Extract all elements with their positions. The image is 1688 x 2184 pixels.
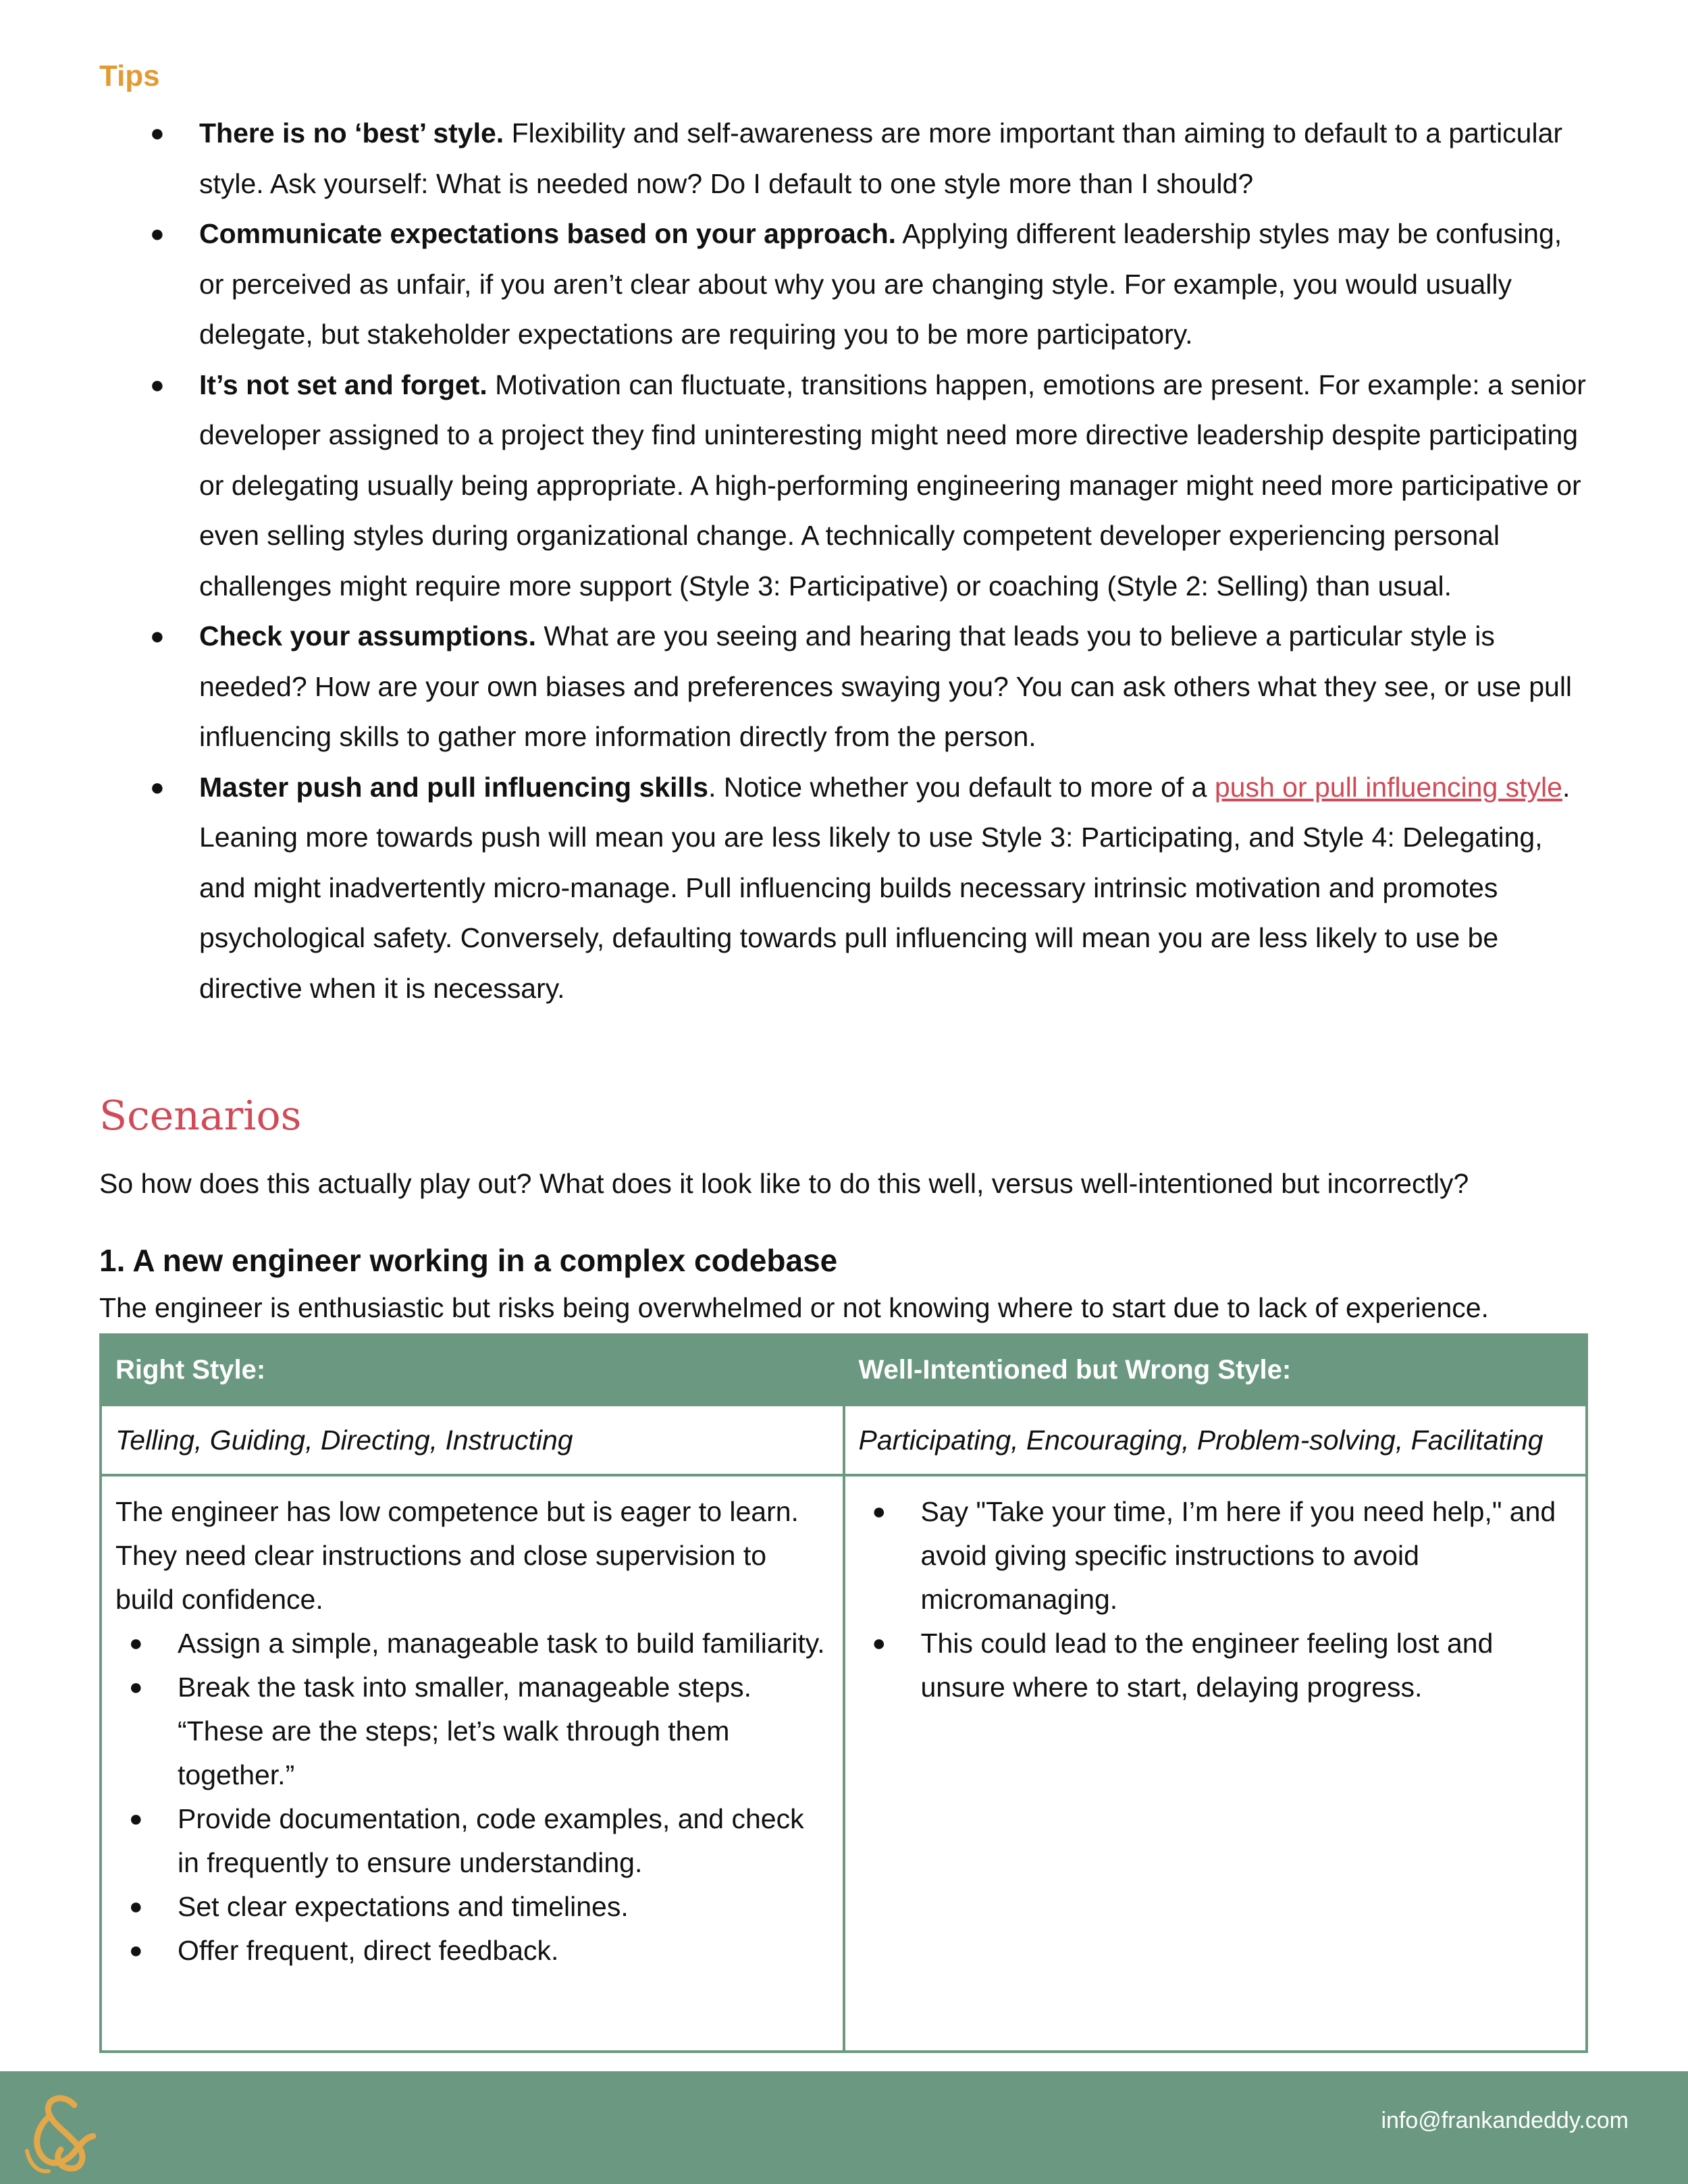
bullet-icon: ●	[150, 622, 165, 649]
list-item-text: Provide documentation, code examples, and check in frequently to ensure understanding.	[178, 1803, 804, 1878]
tip-bold: Master push and pull influencing skills	[199, 771, 709, 803]
right-style-intro: The engineer has low competence but is eager to learn. They need clear instructions and close supervision to build confidence.	[115, 1496, 799, 1615]
list-item	[115, 1666, 829, 1797]
tip-text: What are you seeing and hearing that leads you to believe a particular style is needed? How are your own biases and preferences swaying you? You can ask others what they see, or use pull influencing skills to gather more information directly from the person.	[199, 620, 1573, 752]
scenario-1-title: 1. A new engineer working in a complex codebase	[99, 1243, 838, 1278]
tip-bold: Communicate expectations based on your approach.	[199, 218, 897, 249]
bullet-icon: ●	[129, 1630, 143, 1656]
list-item	[115, 1797, 829, 1885]
list-item	[115, 1929, 829, 1973]
tip-item	[99, 360, 1591, 612]
wrong-style-list	[859, 1490, 1573, 1709]
wrong-style-names: Participating, Encouraging, Problem-solving, Facilitating	[844, 1405, 1587, 1475]
right-style-header: Right Style:	[101, 1335, 844, 1405]
bullet-icon: ●	[129, 1674, 143, 1700]
list-item	[115, 1885, 829, 1929]
bullet-icon: ●	[150, 370, 165, 398]
contact-email-link[interactable]: info@frankandeddy.com	[1381, 2108, 1629, 2133]
bullet-icon: ●	[129, 1806, 143, 1832]
bullet-icon: ●	[129, 1938, 143, 1963]
tip-text: Flexibility and self-awareness are more important than aiming to default to a particular style. Ask yourself: What is needed now? Do I default to one style more than I should?	[199, 117, 1563, 199]
scenarios-heading: Scenarios	[99, 1092, 302, 1140]
bullet-icon: ●	[872, 1499, 887, 1524]
page-footer	[0, 2071, 1688, 2184]
tip-bold: There is no ‘best’ style.	[199, 117, 504, 149]
list-item	[859, 1622, 1573, 1709]
list-item-text: Offer frequent, direct feedback.	[178, 1935, 559, 1966]
tip-bold: Check your assumptions.	[199, 620, 536, 651]
tip-item	[99, 108, 1591, 209]
list-item-text: Break the task into smaller, manageable steps. “These are the steps; let’s walk through them together.”	[178, 1672, 752, 1790]
list-item-text: This could lead to the engineer feeling lost and unsure where to start, delaying progress.	[920, 1628, 1494, 1703]
tips-list	[99, 108, 1591, 1013]
list-item-text: Assign a simple, manageable task to build familiarity.	[178, 1628, 825, 1659]
scenarios-intro: So how does this actually play out? What does it look like to do this well, versus well-intentioned but incorrectly?	[99, 1168, 1469, 1199]
tip-text: . Notice whether you default to more of a	[708, 771, 1215, 803]
tip-text: Motivation can fluctuate, transitions happen, emotions are present. For example: a senior developer assigned to a project they find uninteresting might need more directive leadership despite participating or delegating usually being appropriate. A high-performing engineering manager might need more participative or even selling styles during organizational change. A technically competent developer experiencing personal challenges might require more support (Style 3: Participative) or coaching (Style 2: Selling) than usual.	[199, 369, 1586, 602]
table-body-row	[101, 1475, 1587, 2052]
bullet-icon: ●	[150, 219, 165, 247]
right-style-list	[115, 1622, 829, 1973]
bullet-icon: ●	[150, 119, 165, 147]
tip-text: Applying different leadership styles may be confusing, or perceived as unfair, if you aren’t clear about why you are changing style. For example, you would usually delegate, but stakeholder expectations are requiring you to be more participatory.	[199, 218, 1562, 350]
tip-item	[99, 209, 1591, 360]
ampersand-logo-icon	[15, 2086, 109, 2181]
bullet-icon: ●	[129, 1894, 143, 1919]
tip-bold: It’s not set and forget.	[199, 369, 487, 400]
tip-item	[99, 611, 1591, 762]
bullet-icon: ●	[150, 772, 165, 801]
tips-heading: Tips	[99, 59, 160, 92]
list-item-text: Set clear expectations and timelines.	[178, 1891, 629, 1922]
table-style-row	[101, 1405, 1587, 1475]
push-pull-influencing-link[interactable]: push or pull influencing style	[1214, 771, 1562, 803]
scenario-1-description: The engineer is enthusiastic but risks being overwhelmed or not knowing where to start due to lack of experience.	[99, 1292, 1489, 1323]
table-header-row	[101, 1335, 1587, 1405]
list-item	[859, 1490, 1573, 1622]
wrong-style-cell	[844, 1475, 1587, 2052]
bullet-icon: ●	[872, 1630, 887, 1656]
wrong-style-header: Well-Intentioned but Wrong Style:	[844, 1335, 1587, 1405]
tip-item	[99, 762, 1591, 1014]
right-style-names: Telling, Guiding, Directing, Instructing	[101, 1405, 844, 1475]
list-item	[115, 1622, 829, 1666]
tip-text: . Leaning more towards push will mean you are less likely to use Style 3: Participating, and Style 4: Delegating, and might inadvertently micro-manage. Pull influencing builds necessary intrinsic motivation and promotes psychological safety. Conversely, defaulting towards pull influencing will mean you are less likely to use be directive when it is necessary.	[199, 771, 1571, 1004]
right-style-cell	[101, 1475, 844, 2052]
list-item-text: Say "Take your time, I’m here if you need help," and avoid giving specific instructions to avoid micromanaging.	[920, 1496, 1556, 1615]
style-comparison-table	[99, 1333, 1588, 2053]
